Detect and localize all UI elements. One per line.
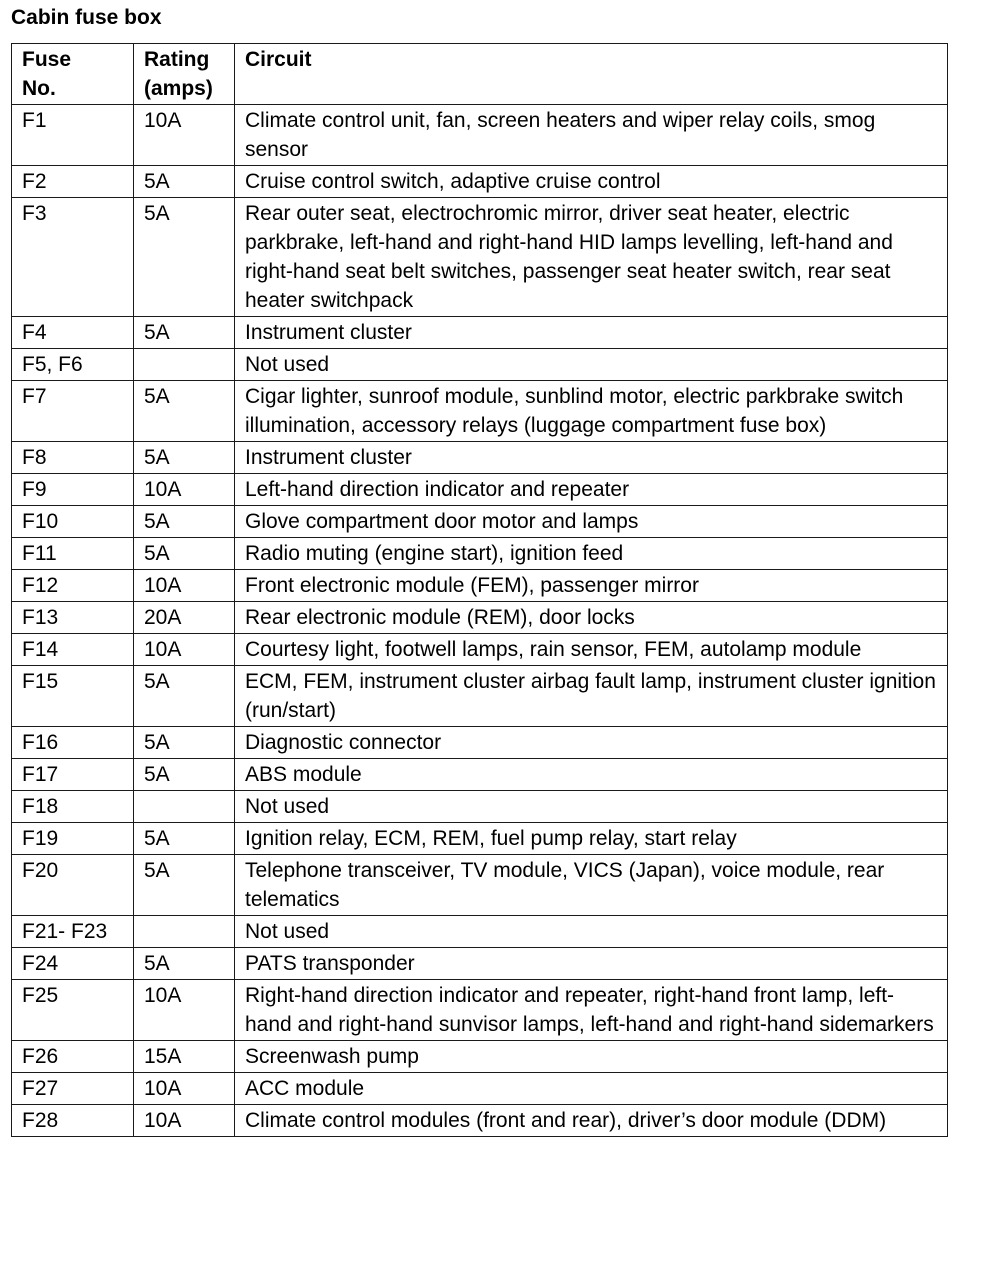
table-row [12, 198, 948, 317]
header-rating [134, 44, 235, 105]
fuse-table [11, 43, 948, 1137]
circuit-cell: ECM, FEM, instrument cluster airbag fault lamp, instrument cluster ignition (run/start) [235, 666, 948, 727]
fuse-cell: F25 [12, 980, 134, 1041]
rating-cell: 5A [134, 506, 235, 538]
table-row [12, 1041, 948, 1073]
circuit-cell: Screenwash pump [235, 1041, 948, 1073]
table-row [12, 1105, 948, 1137]
rating-cell [134, 349, 235, 381]
rating-cell: 10A [134, 1073, 235, 1105]
circuit-cell: PATS transponder [235, 948, 948, 980]
rating-cell: 5A [134, 442, 235, 474]
table-row [12, 634, 948, 666]
fuse-cell: F17 [12, 759, 134, 791]
rating-cell: 5A [134, 166, 235, 198]
table-row [12, 1073, 948, 1105]
rating-cell: 10A [134, 474, 235, 506]
fuse-cell: F13 [12, 602, 134, 634]
table-row [12, 602, 948, 634]
circuit-cell: Courtesy light, footwell lamps, rain sensor, FEM, autolamp module [235, 634, 948, 666]
rating-cell: 20A [134, 602, 235, 634]
fuse-cell: F18 [12, 791, 134, 823]
header-fuse-line1: Fuse [22, 48, 72, 71]
fuse-cell: F2 [12, 166, 134, 198]
fuse-cell: F12 [12, 570, 134, 602]
circuit-cell: Ignition relay, ECM, REM, fuel pump relay, start relay [235, 823, 948, 855]
table-row [12, 855, 948, 916]
fuse-cell: F21- F23 [12, 916, 134, 948]
fuse-cell: F19 [12, 823, 134, 855]
table-row [12, 570, 948, 602]
circuit-cell: Not used [235, 916, 948, 948]
fuse-cell: F16 [12, 727, 134, 759]
fuse-cell: F28 [12, 1105, 134, 1137]
rating-cell: 5A [134, 381, 235, 442]
header-circuit: Circuit [235, 44, 948, 105]
rating-cell: 10A [134, 570, 235, 602]
fuse-cell: F9 [12, 474, 134, 506]
table-row [12, 442, 948, 474]
rating-cell: 5A [134, 948, 235, 980]
table-row [12, 381, 948, 442]
circuit-cell: Cigar lighter, sunroof module, sunblind motor, electric parkbrake switch illumination, accessory relays (luggage compartment fuse box) [235, 381, 948, 442]
rating-cell: 5A [134, 666, 235, 727]
table-row [12, 823, 948, 855]
rating-cell [134, 916, 235, 948]
table-row [12, 948, 948, 980]
table-row [12, 166, 948, 198]
circuit-cell: Telephone transceiver, TV module, VICS (Japan), voice module, rear telematics [235, 855, 948, 916]
rating-cell: 5A [134, 538, 235, 570]
fuse-cell: F14 [12, 634, 134, 666]
rating-cell [134, 791, 235, 823]
circuit-cell: Not used [235, 791, 948, 823]
table-header-row [12, 44, 948, 105]
table-row [12, 474, 948, 506]
rating-cell: 5A [134, 823, 235, 855]
header-rating-line2: (amps) [144, 77, 213, 100]
header-fuse-line2: No. [22, 77, 56, 100]
circuit-cell: Front electronic module (FEM), passenger mirror [235, 570, 948, 602]
fuse-cell: F27 [12, 1073, 134, 1105]
table-row [12, 506, 948, 538]
circuit-cell: Glove compartment door motor and lamps [235, 506, 948, 538]
rating-cell: 10A [134, 105, 235, 166]
circuit-cell: Climate control unit, fan, screen heaters and wiper relay coils, smog sensor [235, 105, 948, 166]
fuse-cell: F3 [12, 198, 134, 317]
fuse-cell: F20 [12, 855, 134, 916]
fuse-cell: F26 [12, 1041, 134, 1073]
rating-cell: 10A [134, 634, 235, 666]
rating-cell: 5A [134, 317, 235, 349]
fuse-cell: F7 [12, 381, 134, 442]
rating-cell: 10A [134, 980, 235, 1041]
rating-cell: 5A [134, 855, 235, 916]
circuit-cell: Climate control modules (front and rear), driver’s door module (DDM) [235, 1105, 948, 1137]
page-title: Cabin fuse box [11, 6, 162, 29]
rating-cell: 5A [134, 198, 235, 317]
table-row [12, 759, 948, 791]
fuse-cell: F15 [12, 666, 134, 727]
fuse-cell: F11 [12, 538, 134, 570]
fuse-cell: F8 [12, 442, 134, 474]
circuit-cell: Right-hand direction indicator and repeater, right-hand front lamp, left-hand and right-hand sunvisor lamps, left-hand and right-hand sidemarkers [235, 980, 948, 1041]
circuit-cell: Cruise control switch, adaptive cruise control [235, 166, 948, 198]
table-row [12, 538, 948, 570]
fuse-cell: F1 [12, 105, 134, 166]
table-row [12, 791, 948, 823]
circuit-cell: ABS module [235, 759, 948, 791]
fuse-cell: F10 [12, 506, 134, 538]
table-row [12, 916, 948, 948]
circuit-cell: Diagnostic connector [235, 727, 948, 759]
header-fuse-no [12, 44, 134, 105]
rating-cell: 5A [134, 727, 235, 759]
rating-cell: 10A [134, 1105, 235, 1137]
circuit-cell: ACC module [235, 1073, 948, 1105]
table-row [12, 317, 948, 349]
fuse-cell: F24 [12, 948, 134, 980]
table-row [12, 980, 948, 1041]
rating-cell: 15A [134, 1041, 235, 1073]
table-row [12, 349, 948, 381]
fuse-cell: F5, F6 [12, 349, 134, 381]
circuit-cell: Not used [235, 349, 948, 381]
table-row [12, 105, 948, 166]
circuit-cell: Radio muting (engine start), ignition feed [235, 538, 948, 570]
header-rating-line1: Rating [144, 48, 210, 71]
circuit-cell: Instrument cluster [235, 442, 948, 474]
circuit-cell: Left-hand direction indicator and repeater [235, 474, 948, 506]
circuit-cell: Rear electronic module (REM), door locks [235, 602, 948, 634]
circuit-cell: Rear outer seat, electrochromic mirror, driver seat heater, electric parkbrake, left-hand and right-hand HID lamps levelling, left-hand and right-hand seat belt switches, passenger seat heater switch, rear seat heater switchpack [235, 198, 948, 317]
table-row [12, 727, 948, 759]
table-row [12, 666, 948, 727]
fuse-cell: F4 [12, 317, 134, 349]
circuit-cell: Instrument cluster [235, 317, 948, 349]
rating-cell: 5A [134, 759, 235, 791]
